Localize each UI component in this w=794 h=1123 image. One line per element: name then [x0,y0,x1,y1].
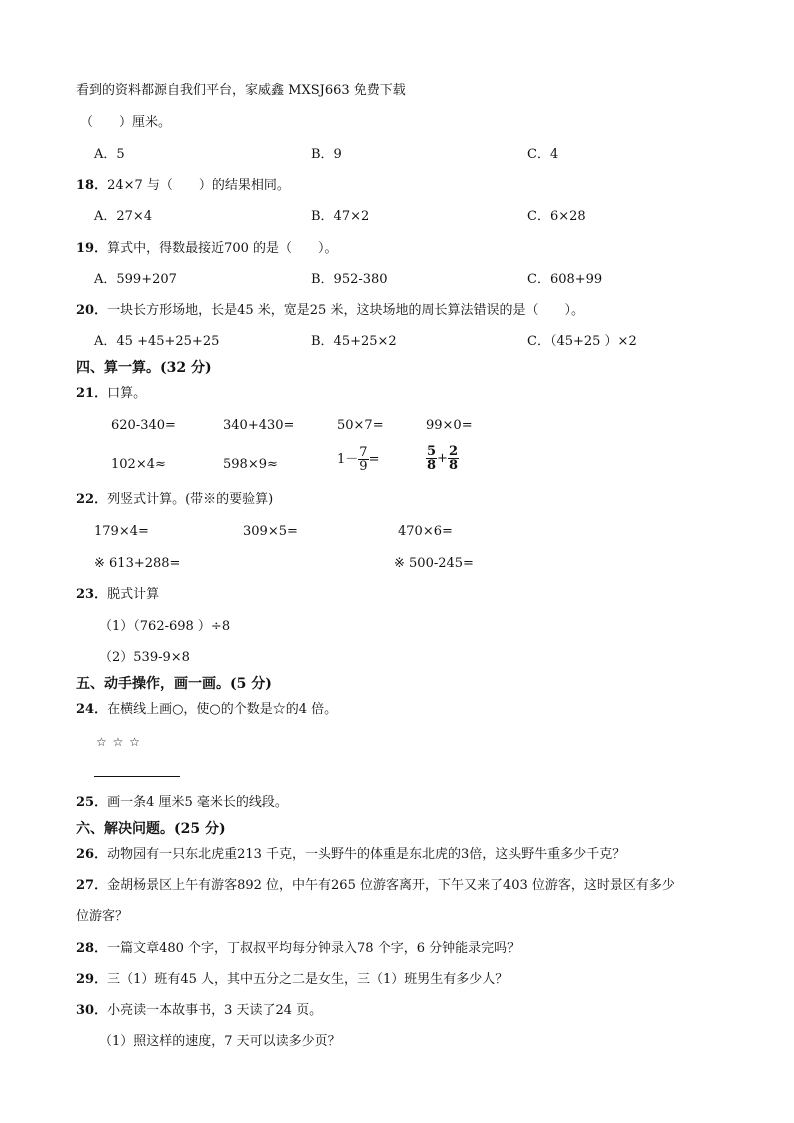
question-25 [76,794,288,812]
star-icons: ☆ ☆ ☆ [96,735,141,749]
q21-item-3: 50×7= [337,418,384,433]
question-26 [76,846,625,864]
q24-text: 在横线上画○，使○的个数是☆的4 倍。 [107,702,338,717]
question-19 [76,240,338,258]
q30-sub-1: （1）照这样的速度，7 天可以读多少页？ [99,1034,341,1049]
q26-text: 动物园有一只东北虎重213 千克，一头野牛的体重是东北虎的3倍，这头野牛重多少千克？ [107,847,626,862]
q18-option-a: A．27×4 [94,209,153,224]
question-21 [76,385,146,403]
header-notice: 看到的资料都源自我们平台，家威鑫 MXSJ663 免费下载 [76,83,406,98]
q23-item-2: （2）539-9×8 [99,650,190,665]
q24-number: 24． [76,702,108,717]
q23-text: 脱式计算 [107,587,160,602]
q29-number: 29． [76,972,108,987]
q27-number: 27． [76,878,108,893]
fraction-2-8 [448,445,459,472]
question-23 [76,586,159,604]
q21-item-5: 102×4≈ [111,457,166,472]
q21-item-6: 598×9≈ [223,457,278,472]
q19-option-a: A．599+207 [94,272,177,287]
q23-item-1: （1）（762-698 ）÷8 [99,619,231,634]
q21-item-2: 340+430= [223,418,295,433]
q27-text-continued: 位游客？ [76,909,129,924]
question-24 [76,701,337,719]
q19-number: 19． [76,241,108,256]
q22-item-2: 309×5= [243,524,298,539]
question-29 [76,971,508,989]
question-28 [76,940,520,958]
frac2-denominator-2: 8 [448,458,458,473]
q20-number: 20． [76,303,108,318]
section-4-heading: 四、算一算。(32 分) [76,360,212,376]
frac1-denominator: 9 [359,459,368,474]
frac2-numerator-2: 2 [448,444,458,459]
fraction-7-9 [358,446,368,473]
q18-option-c: C．6×28 [527,209,586,224]
frac1-equals: = [368,452,380,467]
q21-fraction-item-2 [426,445,459,472]
q27-text: 金胡杨景区上午有游客892 位，中午有265 位游客离开，下午又来了403 位游客，这时景区有多少 [107,878,675,893]
question-27 [76,877,675,895]
q21-text: 口算。 [107,386,147,401]
question-22 [76,491,273,509]
q17-option-c: C．4 [527,147,559,162]
q28-text: 一篇文章480 个字，丁叔叔平均每分钟录入78 个字，6 分钟能录完吗？ [107,941,521,956]
q18-option-b: B．47×2 [311,209,370,224]
q30-number: 30． [76,1003,108,1018]
q20-option-b: B．45+25×2 [311,334,397,349]
question-30 [76,1002,322,1020]
frac1-whole: 1－ [337,452,359,467]
q26-number: 26． [76,847,108,862]
q20-option-a: A．45 +45+25+25 [94,334,220,349]
section-6-heading: 六、解决问题。(25 分) [76,821,226,837]
frac2-denominator-1: 8 [427,458,437,473]
q22-text: 列竖式计算。(带※的要验算) [107,492,274,507]
q19-option-c: C．608+99 [527,272,603,287]
q25-text: 画一条4 厘米5 毫米长的线段。 [107,795,288,810]
q30-text: 小亮读一本故事书，3 天读了24 页。 [107,1003,323,1018]
fraction-5-8 [426,445,437,472]
q29-text: 三（1）班有45 人，其中五分之二是女生，三（1）班男生有多少人？ [107,972,509,987]
q21-item-4: 99×0= [426,418,473,433]
q28-number: 28． [76,941,108,956]
q22-number: 22． [76,492,108,507]
q18-number: 18． [76,178,108,193]
q21-fraction-item-1 [337,446,379,473]
q19-text: 算式中，得数最接近700 的是（ ）。 [107,241,338,256]
q17-stem: （ ）厘米。 [80,115,172,130]
q22-item-1: 179×4= [94,524,149,539]
frac2-plus: + [437,451,448,466]
answer-line [94,776,180,777]
q21-number: 21． [76,386,108,401]
q25-number: 25． [76,795,108,810]
q22-item-5: ※ 500-245= [394,556,474,571]
q22-item-4: ※ 613+288= [94,556,181,571]
q23-number: 23． [76,587,108,602]
q19-option-b: B．952-380 [311,272,388,287]
q17-option-a: A．5 [94,147,125,162]
q20-option-c: C．（45+25 ）×2 [527,334,637,349]
frac2-numerator-1: 5 [427,444,437,459]
section-5-heading: 五、动手操作，画一画。(5 分) [76,676,272,692]
q20-text: 一块长方形场地，长是45 米，宽是25 米，这块场地的周长算法错误的是（ ）。 [107,303,584,318]
question-20 [76,302,584,320]
q18-text: 24×7 与（ ）的结果相同。 [107,178,290,193]
q17-option-b: B．9 [311,147,342,162]
question-18 [76,177,290,195]
q21-item-1: 620-340= [111,418,176,433]
q22-item-3: 470×6= [398,524,453,539]
frac1-numerator: 7 [359,445,368,460]
